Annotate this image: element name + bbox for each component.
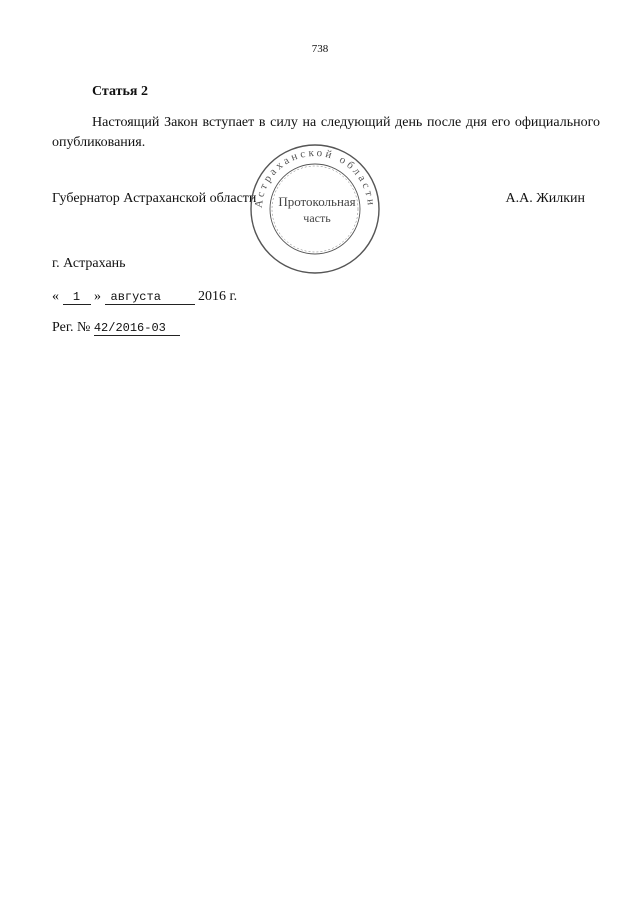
date-year: 2016 г.: [198, 289, 238, 304]
official-stamp: [240, 143, 390, 275]
registration: [52, 320, 180, 336]
article-text: Настоящий Закон вступает в силу на следующий день после дня его официального опубликования.: [52, 115, 600, 150]
stamp-center-line2: часть: [303, 211, 331, 225]
signatory-name: А.А. Жилкин: [505, 191, 585, 206]
article-heading: Статья 2: [92, 84, 148, 99]
registration-number: 42/2016-03: [94, 321, 180, 336]
date-month: августа: [105, 290, 195, 305]
signatory-title: Губернатор Астраханской области: [52, 191, 257, 206]
date-open-quote: «: [52, 289, 59, 304]
stamp-center-line1: Протокольная: [278, 194, 356, 209]
date-close-quote: »: [94, 289, 101, 304]
signing-date: [52, 289, 237, 305]
registration-label: Рег. №: [52, 320, 91, 335]
date-day: 1: [63, 290, 91, 305]
stamp-ring-text: Астраханской области: [252, 146, 378, 209]
city: г. Астрахань: [52, 256, 126, 271]
page-number: 738: [311, 43, 329, 55]
